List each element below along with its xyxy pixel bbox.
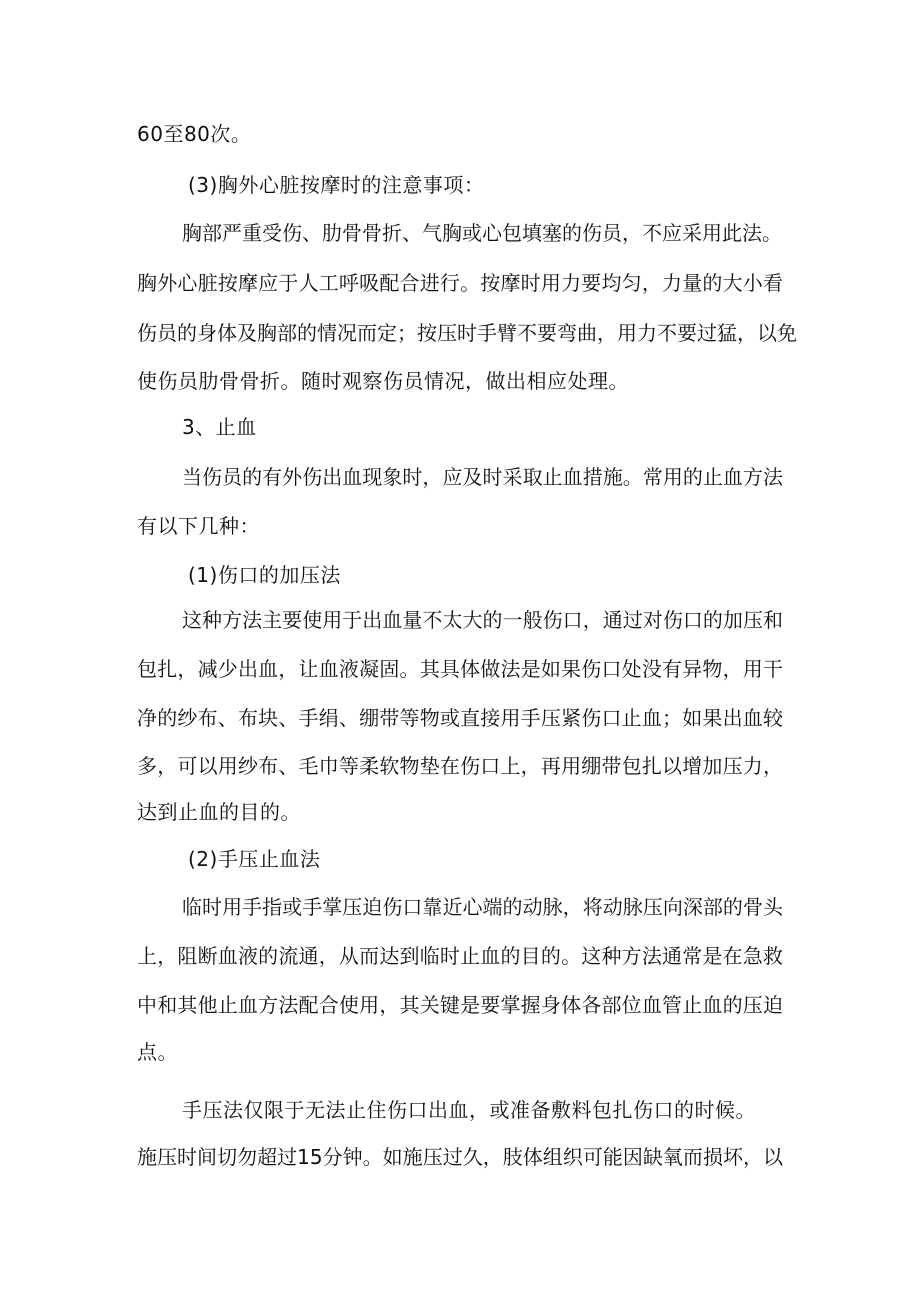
method-pressure-line: 达到止血的目的。 (137, 800, 301, 824)
method-pressure-line: 多，可以用纱布、毛巾等柔软物垫在伤口上，再用绷带包扎以增加压力， (137, 754, 783, 778)
cpr-notes-line: 使伤员肋骨骨折。随时观察伤员情况，做出相应处理。 (137, 369, 629, 393)
method-hand-press-line: 中和其他止血方法配合使用，其关键是要掌握身体各部位血管止血的压迫 (137, 993, 783, 1017)
hand-press-note-line: 施压时间切勿超过15分钟。如施压过久，肢体组织可能因缺氧而损坏，以 (137, 1145, 783, 1169)
cpr-notes-line: 胸外心脏按摩应于人工呼吸配合进行。按摩时用力要均匀，力量的大小看 (137, 271, 783, 295)
cpr-notes-heading: (3)胸外心脏按摩时的注意事项： (188, 173, 485, 197)
hemostasis-intro-line: 当伤员的有外伤出血现象时，应及时采取止血措施。常用的止血方法 (182, 465, 783, 489)
method-pressure-line: 净的纱布、布块、手绢、绷带等物或直接用手压紧伤口止血；如果出血较 (137, 706, 783, 730)
method-hand-press-line: 上，阻断血液的流通，从而达到临时止血的目的。这种方法通常是在急救 (137, 944, 783, 968)
method-pressure-line: 这种方法主要使用于出血量不太大的一般伤口，通过对伤口的加压和 (182, 608, 783, 632)
method-hand-press-line: 临时用手指或手掌压迫伤口靠近心端的动脉，将动脉压向深部的骨头 (182, 895, 783, 919)
hemostasis-intro-line: 有以下几种： (137, 514, 260, 538)
cpr-notes-line: 伤员的身体及胸部的情况而定；按压时手臂不要弯曲，用力不要过猛，以免 (137, 321, 797, 345)
method-heading-pressure: (1)伤口的加压法 (188, 563, 341, 587)
method-pressure-line: 包扎，减少出血，让血液凝固。其具体做法是如果伤口处没有异物，用干 (137, 657, 783, 681)
continuation-line: 60至80次。 (137, 122, 252, 146)
hand-press-note-line: 手压法仅限于无法止住伤口出血，或准备敷料包扎伤口的时候。 (182, 1098, 756, 1122)
method-heading-hand-press: (2)手压止血法 (188, 847, 321, 871)
cpr-notes-line: 胸部严重受伤、肋骨骨折、气胸或心包填塞的伤员，不应采用此法。 (182, 221, 782, 245)
section-heading-hemostasis: 3、止血 (182, 415, 257, 439)
method-hand-press-line: 点。 (137, 1040, 178, 1064)
